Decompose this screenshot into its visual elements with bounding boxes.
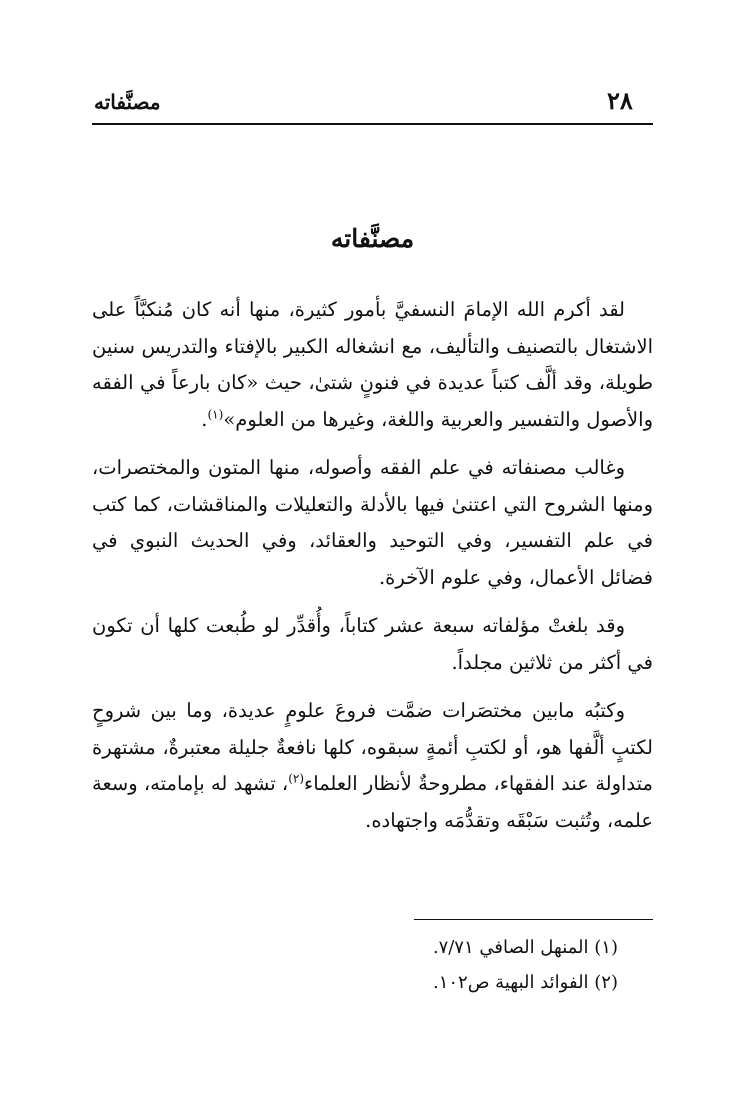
paragraph-4 (92, 693, 653, 839)
paragraph-3 (92, 608, 653, 681)
running-title: مصنَّفاته (94, 90, 161, 114)
footnote-ref-2: (٢) (288, 771, 305, 786)
body-text (92, 292, 653, 851)
footnotes (92, 930, 618, 1000)
paragraph-1-tail: . (201, 407, 208, 431)
paragraph-2-text: وغالب مصنفاته في علم الفقه وأصوله، منها المتون والمختصرات، ومنها الشروح التي اعتنىٰ فيها بالأدلة والتعليلات والمناقشات، كما كتب في علم التفسير، وفي التوحيد والعقائد، وفي الحديث النبوي في فضائل الأعمال، وفي علوم الآخرة. (92, 456, 653, 589)
footnote-2: (٢) الفوائد البهية ص١٠٢. (432, 972, 618, 993)
footnote-ref-1: (١) (207, 407, 224, 421)
chapter-heading: مصنَّفاته (330, 224, 415, 253)
paragraph-4-text-after: ، تشهد له بإمامته، وسعة علمه، وتُثبت سَبْقَه وتقدُّمَه واجتهاده. (92, 772, 653, 832)
paragraph-1 (92, 292, 653, 438)
footnote-rule (414, 919, 653, 920)
header-rule (92, 123, 653, 125)
page-number: ٢٨ (607, 86, 633, 115)
paragraph-2 (92, 450, 653, 596)
paragraph-1-text: لقد أكرم الله الإمامَ النسفيَّ بأمور كثيرة، منها أنه كان مُنكبَّاً على الاشتغال بالتصنيف والتأليف، مع انشغاله الكبير بالإفتاء والتدريس سنين طويلة، وقد ألَّف كتباً عديدة في فنونٍ شتىٰ، حيث «كان بارعاً في الفقه والأصول والتفسير والعربية واللغة، وغيرها من العلوم» (92, 298, 653, 431)
paragraph-3-text: وقد بلغتْ مؤلفاته سبعة عشر كتاباً، وأُقدِّر لو طُبعت كلها أن تكون في أكثر من ثلاثين مجلداً. (92, 614, 653, 674)
footnote-1: (١) المنهل الصافي ٧/٧١. (432, 937, 618, 958)
paragraph-4-text-before: وكتبُه مابين مختصَرات ضمَّت فروعَ علومٍ عديدة، وما بين شروحٍ لكتبٍ ألَّفها هو، أو لكتبِ أئمةٍ سبقوه، كلها نافعةٌ جليلة معتبرةٌ، مشتهرة متداولة عند الفقهاء، مطروحةٌ لأنظار العلماء (92, 699, 653, 795)
